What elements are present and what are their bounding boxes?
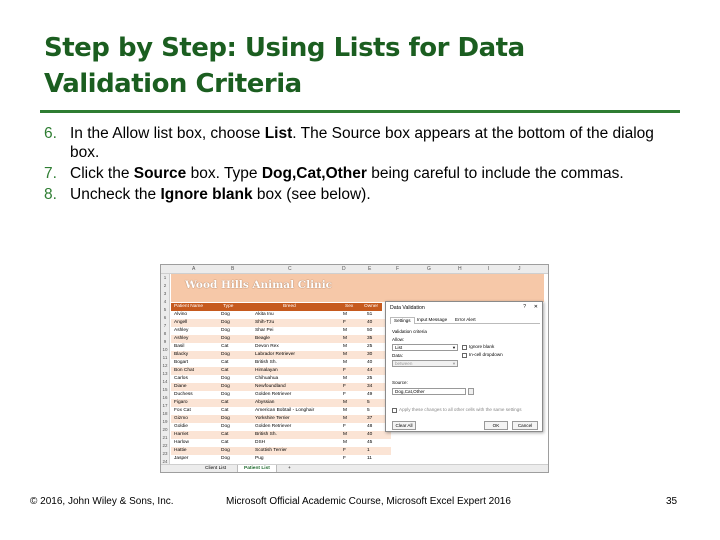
add-sheet-icon[interactable]: + (288, 466, 291, 471)
row-header[interactable]: 4 (163, 299, 167, 304)
table-cell[interactable]: F (343, 368, 346, 373)
table-cell[interactable]: Cat (221, 432, 229, 437)
step-number: 8. (44, 186, 57, 203)
table-row (171, 343, 391, 351)
table-cell[interactable]: Cat (221, 400, 229, 405)
table-cell[interactable]: M (343, 432, 347, 437)
table-cell[interactable]: Ashley (174, 328, 189, 333)
table-cell[interactable]: M (343, 440, 347, 445)
checkbox-unchecked[interactable] (462, 345, 467, 350)
clear-all-button[interactable]: Clear All (392, 421, 416, 430)
step-number: 6. (44, 125, 57, 142)
table-cell[interactable]: Dog (221, 336, 230, 341)
table-cell[interactable]: Shih-Tzu (255, 320, 275, 325)
table-cell[interactable]: Carlos (174, 376, 188, 381)
dialog-title: Data Validation (390, 305, 425, 311)
close-icon[interactable]: ✕ (533, 304, 538, 310)
table-cell[interactable]: Fox Cat (174, 408, 191, 413)
in-cell-dropdown-checkbox[interactable]: In-cell dropdown (462, 352, 503, 358)
table-cell[interactable]: Basil (174, 344, 185, 349)
table-cell[interactable]: 49 (367, 392, 373, 397)
table-cell[interactable]: Harriet (174, 432, 189, 437)
table-cell[interactable]: Cat (221, 408, 229, 413)
table-cell[interactable]: DSH (255, 440, 266, 445)
row-header[interactable]: 18 (162, 411, 168, 416)
column-header[interactable]: A (192, 266, 196, 272)
table-cell[interactable]: Dog (221, 328, 230, 333)
table-header[interactable]: Type (223, 304, 234, 309)
step-text: Click the Source box. Type Dog,Cat,Other being careful to include the commas. (70, 165, 624, 182)
table-cell[interactable]: 51 (367, 312, 373, 317)
table-cell[interactable]: Dog (221, 384, 230, 389)
table-cell[interactable]: Duchess (174, 392, 193, 397)
table-header[interactable]: Patient Name (174, 304, 204, 309)
title-line-1: Step by Step: Using Lists for Data (44, 33, 525, 63)
row-header[interactable]: 5 (163, 307, 167, 312)
row-header[interactable]: 19 (162, 419, 168, 424)
table-cell[interactable]: M (343, 416, 347, 421)
table-row (171, 327, 391, 335)
table-row (171, 455, 391, 463)
table-cell[interactable]: Dog (221, 352, 230, 357)
tab-error-alert[interactable]: Error Alert (455, 317, 476, 322)
table-cell[interactable]: Bon Chat (174, 368, 195, 373)
checkbox[interactable] (392, 408, 397, 413)
table-row (171, 423, 391, 431)
table-cell[interactable]: Gizmo (174, 416, 188, 421)
table-cell[interactable]: M (343, 376, 347, 381)
table-cell[interactable]: F (343, 424, 346, 429)
table-row (171, 367, 391, 375)
table-cell[interactable]: Beagle (255, 336, 270, 341)
row-header[interactable]: 1 (163, 275, 167, 280)
table-cell[interactable]: F (343, 384, 346, 389)
table-row (171, 447, 391, 455)
table-row (171, 431, 391, 439)
ignore-blank-checkbox[interactable]: Ignore blank (462, 344, 494, 350)
table-cell[interactable]: Pug (255, 456, 264, 461)
apply-all-checkbox[interactable]: Apply these changes to all other cells with the same settings (392, 407, 522, 413)
sheet-tabs (161, 464, 549, 472)
table-row (171, 383, 391, 391)
step-item (44, 164, 680, 183)
column-header[interactable]: J (518, 266, 521, 272)
data-label: Data: (392, 353, 403, 358)
table-cell[interactable]: Dog (221, 456, 230, 461)
table-cell[interactable]: 40 (367, 432, 373, 437)
row-header[interactable]: 8 (163, 331, 167, 336)
step-text: Uncheck the Ignore blank box (see below). (70, 186, 371, 203)
row-header[interactable]: 11 (162, 355, 168, 360)
table-body (171, 311, 391, 463)
table-cell[interactable]: 25 (367, 344, 373, 349)
table-cell[interactable]: 48 (367, 424, 373, 429)
table-cell[interactable]: Harlow (174, 440, 189, 445)
table-cell[interactable]: F (343, 392, 346, 397)
table-cell[interactable]: 25 (367, 376, 373, 381)
title-line-2: Validation Criteria (44, 69, 302, 99)
table-row (171, 399, 391, 407)
range-selector-icon[interactable] (468, 388, 474, 395)
table-cell[interactable]: Yorkshire Terrier (255, 416, 290, 421)
table-cell[interactable]: M (343, 312, 347, 317)
table-cell[interactable]: Hattie (174, 448, 187, 453)
table-row (171, 375, 391, 383)
table-row (171, 391, 391, 399)
table-cell[interactable]: Bogart (174, 360, 189, 365)
data-select: between ▼ (392, 360, 458, 367)
worksheet-title: Wood Hills Animal Clinic (185, 279, 333, 291)
table-cell[interactable]: Goldie (174, 424, 188, 429)
table-cell[interactable]: British Sh. (255, 432, 277, 437)
footer-copyright: © 2016, John Wiley & Sons, Inc. (30, 496, 174, 507)
table-cell[interactable]: 50 (367, 328, 373, 333)
table-cell[interactable]: Shar Pei (255, 328, 274, 333)
step-text: In the Allow list box, choose List. The Source box appears at the bottom of the dialog box. (70, 125, 654, 161)
table-cell[interactable]: British Sh. (255, 360, 277, 365)
column-header[interactable]: B (231, 266, 235, 272)
table-cell[interactable]: Devon Rex (255, 344, 279, 349)
criteria-label: Validation criteria (392, 329, 427, 334)
table-cell[interactable]: Scottish Terrier (255, 448, 287, 453)
table-row (171, 335, 391, 343)
step-item (44, 185, 680, 204)
table-cell[interactable]: Cat (221, 344, 229, 349)
table-cell[interactable]: 5 (367, 408, 370, 413)
excel-screenshot (160, 264, 549, 473)
column-header[interactable]: C (288, 266, 292, 272)
table-cell[interactable]: M (343, 400, 347, 405)
table-cell[interactable]: 35 (367, 336, 373, 341)
dialog-tabs (390, 316, 540, 324)
table-cell[interactable]: 40 (367, 360, 373, 365)
table-cell[interactable]: Dog (221, 376, 230, 381)
table-cell[interactable]: Jasper (174, 456, 189, 461)
row-header[interactable]: 3 (163, 291, 167, 296)
table-cell[interactable]: Cat (221, 368, 229, 373)
table-cell[interactable]: 37 (367, 416, 373, 421)
tab-settings[interactable]: Settings (390, 317, 415, 324)
table-cell[interactable]: Figaro (174, 400, 188, 405)
table-cell[interactable]: M (343, 344, 347, 349)
row-header[interactable]: 6 (163, 315, 167, 320)
row-header[interactable]: 16 (162, 395, 168, 400)
row-header[interactable]: 2 (163, 283, 167, 288)
table-cell[interactable]: Golden Retriever (255, 392, 292, 397)
table-row (171, 407, 391, 415)
title-divider (40, 110, 680, 113)
table-cell[interactable]: Himalayan (255, 368, 278, 373)
row-header[interactable]: 12 (162, 363, 168, 368)
table-cell[interactable]: American Bobtail - Longhair (255, 408, 315, 413)
worksheet-banner (171, 274, 544, 302)
row-header[interactable]: 20 (162, 427, 168, 432)
table-cell[interactable]: M (343, 360, 347, 365)
allow-select[interactable]: List ▼ (392, 344, 458, 351)
table-cell[interactable]: 40 (367, 320, 373, 325)
table-row (171, 351, 391, 359)
row-header[interactable]: 14 (162, 379, 168, 384)
row-header[interactable]: 13 (162, 371, 168, 376)
footer-course: Microsoft Official Academic Course, Microsoft Excel Expert 2016 (226, 496, 511, 507)
chevron-down-icon: ▼ (452, 345, 456, 350)
table-cell[interactable]: M (343, 336, 347, 341)
row-header[interactable]: 9 (163, 339, 167, 344)
table-cell[interactable]: Chihuahua (255, 376, 279, 381)
table-cell[interactable]: 34 (367, 384, 373, 389)
table-cell[interactable]: 5 (367, 400, 370, 405)
table-row (171, 359, 391, 367)
row-header[interactable]: 17 (162, 403, 168, 408)
table-cell[interactable]: Diane (174, 384, 187, 389)
tab-patient-list[interactable]: Patient List (237, 465, 277, 472)
table-cell[interactable]: 44 (367, 368, 373, 373)
row-header[interactable]: 22 (162, 443, 168, 448)
footer-page-number: 35 (666, 496, 678, 507)
column-header[interactable]: F (396, 266, 400, 272)
column-header[interactable]: I (488, 266, 490, 272)
step-list (44, 124, 680, 206)
table-cell[interactable]: 45 (367, 440, 373, 445)
table-cell[interactable]: Alvino (174, 312, 188, 317)
row-headers (161, 274, 170, 466)
table-row (171, 319, 391, 327)
allow-label: Allow: (392, 337, 405, 342)
table-cell[interactable]: Dog (221, 448, 230, 453)
help-icon[interactable]: ? (523, 304, 526, 310)
step-number: 7. (44, 165, 57, 182)
row-header[interactable]: 15 (162, 387, 168, 392)
table-cell[interactable]: F (343, 448, 346, 453)
step-item (44, 124, 680, 162)
table-cell[interactable]: Abyssian (255, 400, 275, 405)
column-header[interactable]: E (368, 266, 372, 272)
source-label: Source: (392, 380, 408, 385)
row-header[interactable]: 24 (162, 459, 168, 464)
table-cell[interactable]: Blacky (174, 352, 189, 357)
slide-title (44, 30, 684, 102)
column-header[interactable]: G (427, 266, 431, 272)
table-cell[interactable]: Dog (221, 424, 230, 429)
table-header-row (171, 303, 382, 311)
column-header[interactable]: D (342, 266, 346, 272)
row-header[interactable]: 23 (162, 451, 168, 456)
table-cell[interactable]: Dog (221, 320, 230, 325)
chevron-down-icon: ▼ (452, 361, 456, 366)
table-cell[interactable]: 1 (367, 448, 370, 453)
table-cell[interactable]: Dog (221, 416, 230, 421)
table-cell[interactable]: Angell (174, 320, 188, 325)
data-validation-dialog (385, 301, 543, 432)
table-cell[interactable]: Cat (221, 440, 229, 445)
table-cell[interactable]: F (343, 320, 346, 325)
table-cell[interactable]: Akita Inu (255, 312, 274, 317)
row-header[interactable]: 10 (162, 347, 168, 352)
row-header[interactable]: 7 (163, 323, 167, 328)
table-header[interactable]: Owner (364, 304, 379, 309)
table-cell[interactable]: Cat (221, 360, 229, 365)
table-cell[interactable]: F (343, 456, 346, 461)
table-cell[interactable]: 11 (367, 456, 372, 461)
source-input[interactable]: Dog,Cat,Other (392, 388, 466, 395)
tab-input-message[interactable]: Input Message (417, 317, 448, 322)
table-cell[interactable]: Labrador Retriever (255, 352, 295, 357)
table-row (171, 439, 391, 447)
tab-client-list[interactable]: Client List (205, 466, 227, 471)
table-cell[interactable]: Golden Retriever (255, 424, 292, 429)
row-header[interactable]: 21 (162, 435, 168, 440)
table-header[interactable]: Sex (345, 304, 354, 309)
table-row (171, 311, 391, 319)
table-cell[interactable]: Ashley (174, 336, 189, 341)
ok-button[interactable]: OK (484, 421, 508, 430)
table-row (171, 415, 391, 423)
column-headers (161, 265, 549, 274)
checkbox[interactable] (462, 353, 467, 358)
table-cell[interactable]: Dog (221, 312, 230, 317)
table-cell[interactable]: 30 (367, 352, 373, 357)
table-cell[interactable]: Dog (221, 392, 230, 397)
column-header[interactable]: H (458, 266, 462, 272)
table-cell[interactable]: M (343, 408, 347, 413)
table-header[interactable]: Breed (283, 304, 296, 309)
table-cell[interactable]: M (343, 352, 347, 357)
cancel-button[interactable]: Cancel (512, 421, 538, 430)
table-cell[interactable]: M (343, 328, 347, 333)
table-cell[interactable]: Newfoundland (255, 384, 286, 389)
